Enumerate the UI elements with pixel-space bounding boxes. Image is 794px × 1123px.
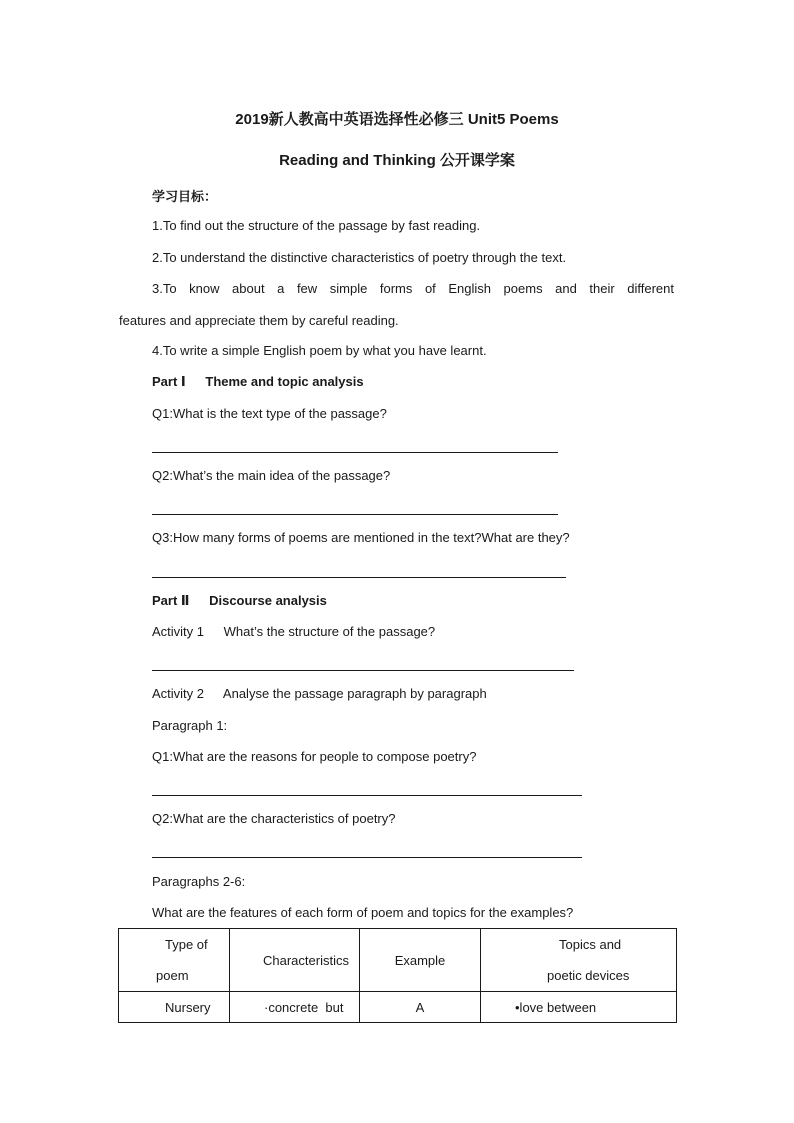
objectives-heading: 学习目标： xyxy=(152,189,218,204)
activity-2-label: Activity 2 xyxy=(152,686,205,701)
part2-title: Discourse analysis xyxy=(209,593,327,608)
answer-blank-paragraph1-q1[interactable] xyxy=(152,795,582,796)
part1-heading xyxy=(152,374,364,390)
header-topics-line1: Topics and xyxy=(559,937,622,952)
paragraphs-2-6-question: What are the features of each form of poem and topics for the examples? xyxy=(152,905,574,920)
table-header-row xyxy=(119,929,677,992)
answer-blank-part1-q3[interactable] xyxy=(152,577,566,578)
objective-2: 2.To understand the distinctive characteristics of poetry through the text. xyxy=(152,250,567,265)
answer-blank-part1-q2[interactable] xyxy=(152,514,558,515)
poem-forms-table xyxy=(118,928,677,1023)
header-topics-line2: poetic devices xyxy=(547,968,630,983)
activity-1-text: What’s the structure of the passage? xyxy=(223,624,436,639)
paragraph-1-label: Paragraph 1: xyxy=(152,718,228,733)
part1-title: Theme and topic analysis xyxy=(205,374,364,389)
activity-1-label: Activity 1 xyxy=(152,624,205,639)
row-topics: •love between xyxy=(481,992,677,1023)
part1-question-1: Q1:What is the text type of the passage? xyxy=(152,406,387,421)
objective-4: 4.To write a simple English poem by what you have learnt. xyxy=(152,343,487,358)
header-type-of-poem xyxy=(119,929,230,992)
row-example: A xyxy=(360,992,481,1023)
answer-blank-part1-q1[interactable] xyxy=(152,452,558,453)
header-type-line1: Type of xyxy=(165,937,208,952)
row-characteristics: ·concrete but xyxy=(230,992,360,1023)
part1-question-3: Q3:How many forms of poems are mentioned in the text?What are they? xyxy=(152,530,570,545)
header-type-line2: poem xyxy=(156,968,189,983)
paragraphs-2-6-label: Paragraphs 2-6: xyxy=(152,874,246,889)
objective-1: 1.To find out the structure of the passage by fast reading. xyxy=(152,218,481,233)
objective-3-continued: features and appreciate them by careful reading. xyxy=(119,313,399,328)
paragraph-1-question-2: Q2:What are the characteristics of poetry? xyxy=(152,811,396,826)
objective-3: 3.To know about a few simple forms of English poems and their different xyxy=(152,281,674,296)
document-title-line2: Reading and Thinking 公开课学案 xyxy=(279,152,515,169)
answer-blank-activity-1[interactable] xyxy=(152,670,574,671)
activity-2 xyxy=(152,686,487,701)
header-example: Example xyxy=(360,929,481,992)
table-row xyxy=(119,992,677,1023)
part2-heading xyxy=(152,593,327,609)
part1-question-2: Q2:What’s the main idea of the passage? xyxy=(152,468,391,483)
paragraph-1-question-1: Q1:What are the reasons for people to compose poetry? xyxy=(152,749,477,764)
header-topics xyxy=(481,929,677,992)
activity-1 xyxy=(152,624,435,639)
document-title-line1: 2019新人教高中英语选择性必修三 Unit5 Poems xyxy=(235,111,559,128)
part1-label: Part Ⅰ xyxy=(152,374,186,389)
row-type: Nursery xyxy=(119,992,230,1023)
answer-blank-paragraph1-q2[interactable] xyxy=(152,857,582,858)
header-characteristics: Characteristics xyxy=(230,929,360,992)
part2-label: Part Ⅱ xyxy=(152,593,190,608)
activity-2-text: Analyse the passage paragraph by paragraph xyxy=(222,686,487,701)
